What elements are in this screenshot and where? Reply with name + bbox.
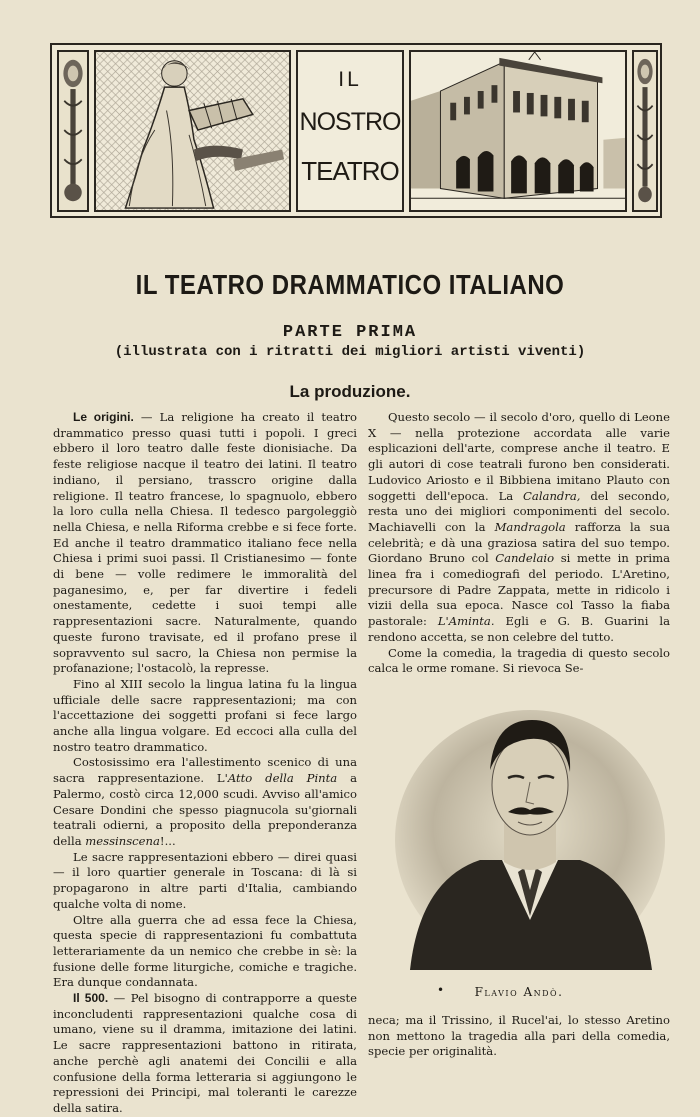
right-column (368, 410, 670, 677)
text-segment: del secondo, resta uno dei migliori componimenti del secolo. Machiavelli con la (368, 488, 670, 534)
banner-title-teatro: TEATRO (301, 156, 399, 186)
section-title: La produzione. (289, 382, 411, 401)
italic-title: Candelaio (495, 551, 555, 566)
paragraph-500 (53, 991, 357, 1117)
text-segment: Questo secolo — il secolo d'oro, quello di Leone X — nella protezione accordata alle varie esplicazioni dell'arte, comprese anche il teatro. E gli autori di cose teatrali furono ben considerati. Ludovico Ariosto e il Bibbiena imitano Plauto con soggetti dell'epoca. La (368, 410, 670, 503)
text-origini: — La religione ha creato il teatro drammatico presso quasi tutti i popoli. I greci ebbero il loro teatro dalle feste dionisiache. Da feste religiose nacque il teatro dei latini. Il teatro indiano, il persiano, trasscro origine dalla religione. Il teatro francese, lo spagnuolo, ebbero la loro culla nella Chiesa. Il tedesco pargoleggiò nella Chiesa, e nella Riforma crebbe e si fece forte. Ed anche il teatro drammatico italiano fece nella Chiesa i primi suoi passi. Il Cristianesimo — fonte di bene — volle redimere le immoralità del paganesimo, e, per far divertire i fedeli onestamente, cedette i suoi tempi alle rappresentazioni sacre. Naturalmente, quando queste furono travisate, ed il profano prese il sopravvento sul sacro, la Chiesa non permise la profanazione; l'ostacolò, la represse. (53, 410, 357, 676)
caption-bullet: • (437, 983, 445, 997)
paragraph-seneca: neca; ma il Trissino, il Rucel'ai, lo stesso Aretino non mettono la tragedia alla pari della comedia, specie per originalità. (368, 1013, 670, 1059)
banner-title-nostro: NOSTRO (299, 108, 401, 136)
part-subtitle: (illustrata con i ritratti dei migliori artisti viventi) (114, 344, 586, 360)
header-banner (50, 43, 662, 218)
lead-500: Il 500. (73, 991, 109, 1006)
italic-word: messinscena (85, 833, 160, 848)
portrait-illustration (390, 690, 670, 970)
banner-title-panel (296, 50, 404, 212)
paragraph-secolo-oro (368, 410, 670, 646)
text-segment: a Palermo, costò circa 12,000 scudi. Avviso all'amico Cesare Dondini che spesso piagnucola su'giornali teatrali odierni, a proposito della preponderanza della (53, 771, 357, 848)
ornament-right-column (632, 50, 658, 212)
paragraph-tragedia: Come la comedia, la tragedia di questo secolo calca le orme romane. Si rievoca Se- (368, 645, 670, 676)
banner-title-il: IL (338, 68, 362, 91)
part-title: PARTE PRIMA (282, 323, 418, 342)
theatre-building-illustration (409, 50, 627, 212)
text-segment: Egli e G. B. Guarini la rendono accetta, se non celebre del tutto. (368, 614, 670, 644)
main-title: IL TEATRO DRAMMATICO ITALIANO (135, 269, 565, 301)
left-column (53, 410, 357, 1117)
italic-title: L'Aminta. (437, 614, 495, 629)
paragraph-guerra: Oltre alla guerra che ad essa fece la Chiesa, questa specie di rappresentazioni fu combattuta letterariamente da un nemico che crebbe in sè: la fusione delle forme liturgiche, comiche e tragiche. Era dunque condannata. (53, 912, 357, 990)
ornament-left-column (57, 50, 89, 212)
paragraph-allestimento (53, 755, 357, 849)
italic-title: Mandragola (494, 519, 566, 534)
text-segment: rafforza la sua celebrità; e dà una graziosa satira del suo tempo. Giordano Bruno col (368, 519, 670, 566)
italic-title: Calandra, (523, 488, 581, 503)
text-segment: !... (159, 833, 176, 848)
text-segment: si mette in prima linea fra i comediografi del periodo. L'Aretino, precursore di Padre Zappata, mette in ridicolo i vizii della sua epoca. Nasce col Tasso la fiaba pastorale: (368, 551, 670, 629)
paragraph-toscana: Le sacre rappresentazioni ebbero — direi quasi — il loro quartier generale in Toscana: di là si propagarono in altre parti d'Italia, cambiando qualche volta di nome. (53, 849, 357, 911)
paragraph-origini (53, 410, 357, 677)
lead-origini: Le origini. (73, 410, 134, 424)
muse-illustration (94, 50, 291, 212)
italic-title: Atto della Pinta (227, 771, 338, 786)
right-column-continuation (368, 1013, 670, 1060)
text-segment: Costosissimo era l'allestimento scenico di una sacra rappresentazione. L' (53, 755, 357, 786)
text-500: — Pel bisogno di contrapporre a queste inconcludenti rappresentazioni qualche cosa di umano, viene su il dramma, imitazione dei latini. Le sacre rappresentazioni battono in ritirata, anche perchè agli anatemi dei Concilii e alla confusione della forma letteraria si aggiungono le repressioni dei Principi, mal toleranti le carezze della satira. (53, 991, 357, 1115)
paragraph-lingua: Fino al XIII secolo la lingua latina fu la lingua ufficiale delle sacre rappresentazioni; ma con l'accettazione dei soggetti profani si fece largo anche alla lingua volgare. Ed eccoci alla culla del nostro teatro drammatico. (53, 676, 357, 754)
portrait-caption: Flavio Andò. (474, 985, 564, 999)
